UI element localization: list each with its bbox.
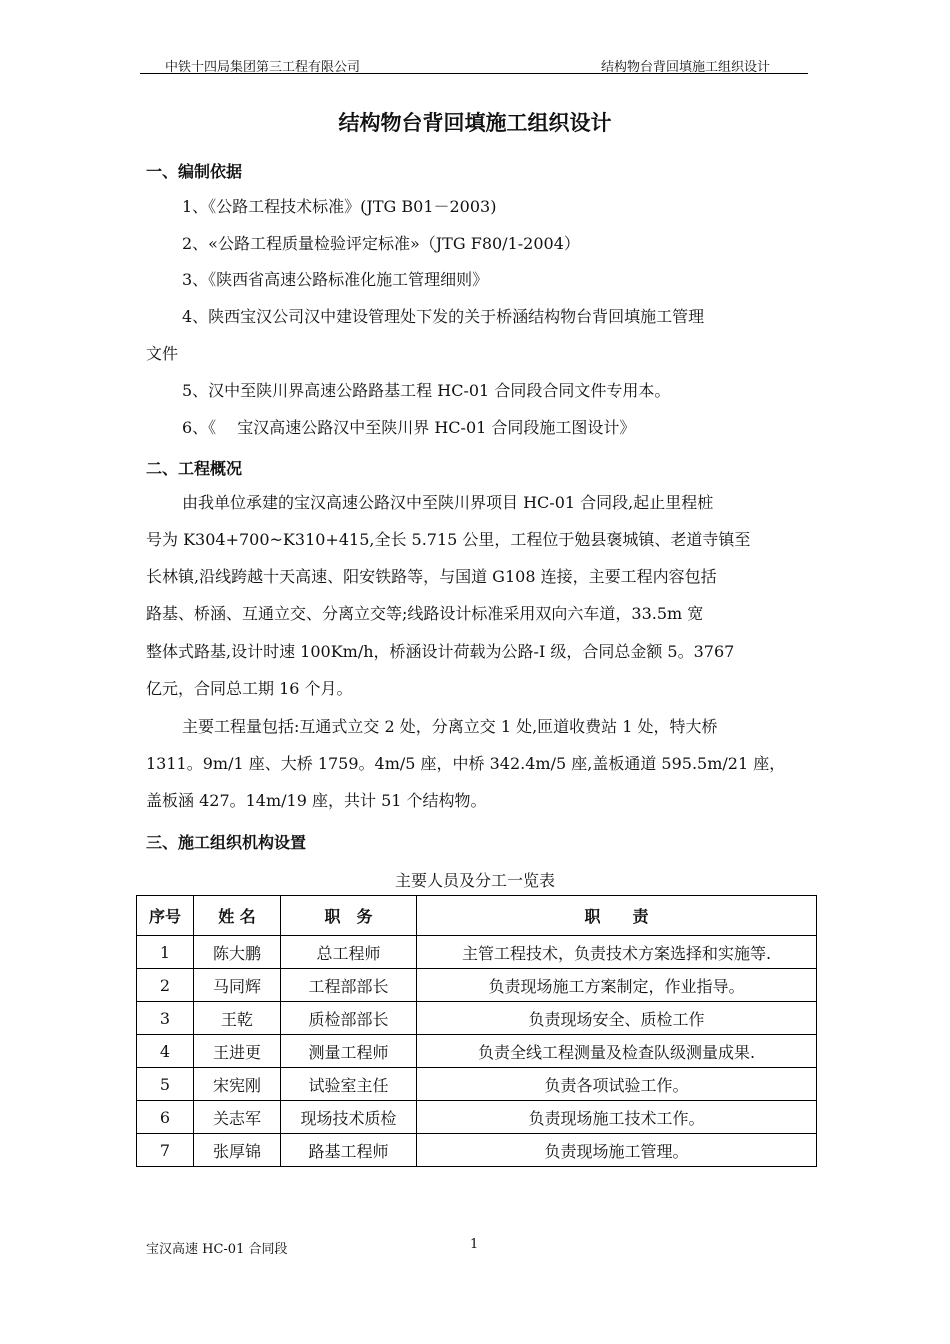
cell-position: 质检部部长 xyxy=(281,1002,417,1035)
cell-position: 工程部部长 xyxy=(281,969,417,1002)
table-row xyxy=(137,1101,817,1134)
quantities-line: 盖板涵 427。14m/19 座，共计 51 个结构物。 xyxy=(146,791,487,810)
quantities-line: 1311。9m/1 座、大桥 1759。4m/5 座，中桥 342.4m/5 座,盖板通道 595.5m/21 座， xyxy=(146,754,786,773)
table-header-row xyxy=(137,896,817,936)
cell-position: 现场技术质检 xyxy=(281,1101,417,1134)
table-caption: 主要人员及分工一览表 xyxy=(394,871,555,890)
cell-index: 2 xyxy=(137,969,194,1002)
section-heading-basis: 一、编制依据 xyxy=(146,162,243,181)
column-header-position: 职 务 xyxy=(281,896,417,936)
basis-item: 2、«公路工程质量检验评定标准»（JTG F80/1-2004） xyxy=(182,234,580,253)
cell-index: 3 xyxy=(137,1002,194,1035)
table-row xyxy=(137,1068,817,1101)
cell-name: 马同辉 xyxy=(194,969,281,1002)
cell-duties: 负责现场施工方案制定，作业指导。 xyxy=(417,969,817,1002)
cell-index: 5 xyxy=(137,1068,194,1101)
header-company: 中铁十四局集团第三工程有限公司 xyxy=(165,60,361,75)
cell-index: 4 xyxy=(137,1035,194,1068)
cell-position: 路基工程师 xyxy=(281,1134,417,1167)
document-title: 结构物台背回填施工组织设计 xyxy=(338,111,612,135)
overview-line: 路基、桥涵、互通立交、分离立交等;线路设计标准采用双向六车道，33.5m 宽 xyxy=(146,604,704,623)
table-row xyxy=(137,1002,817,1035)
page-number: 1 xyxy=(470,1237,479,1252)
column-header-name: 姓 名 xyxy=(194,896,281,936)
table-row xyxy=(137,936,817,969)
header-doc-title: 结构物台背回填施工组织设计 xyxy=(601,60,771,75)
basis-item: 6、《 宝汉高速公路汉中至陕川界 HC-01 合同段施工图设计》 xyxy=(182,418,636,437)
cell-index: 6 xyxy=(137,1101,194,1134)
cell-index: 1 xyxy=(137,936,194,969)
cell-duties: 负责全线工程测量及检查队级测量成果. xyxy=(417,1035,817,1068)
cell-name: 王乾 xyxy=(194,1002,281,1035)
column-header-index: 序号 xyxy=(137,896,194,936)
cell-duties: 负责现场施工管理。 xyxy=(417,1134,817,1167)
staff-table xyxy=(136,895,817,1167)
section-heading-overview: 二、工程概况 xyxy=(146,459,243,478)
quantities-line: 主要工程量包括:互通式立交 2 处，分离立交 1 处,匝道收费站 1 处，特大桥 xyxy=(182,717,718,736)
cell-position: 总工程师 xyxy=(281,936,417,969)
overview-line: 整体式路基,设计时速 100Km/h，桥涵设计荷载为公路-I 级，合同总金额 5。3767 xyxy=(146,642,735,661)
cell-duties: 负责现场安全、质检工作 xyxy=(417,1002,817,1035)
column-header-duties: 职 责 xyxy=(417,896,817,936)
basis-item: 1、《公路工程技术标准》(JTG B01－2003) xyxy=(182,197,497,216)
table-row xyxy=(137,969,817,1002)
table-row xyxy=(137,1134,817,1167)
cell-name: 张厚锦 xyxy=(194,1134,281,1167)
cell-index: 7 xyxy=(137,1134,194,1167)
cell-name: 关志军 xyxy=(194,1101,281,1134)
table-row xyxy=(137,1035,817,1068)
cell-position: 测量工程师 xyxy=(281,1035,417,1068)
cell-duties: 主管工程技术，负责技术方案选择和实施等. xyxy=(417,936,817,969)
overview-line: 号为 K304+700~K310+415,全长 5.715 公里，工程位于勉县褒城镇、老道寺镇至 xyxy=(146,530,751,549)
overview-line: 亿元，合同总工期 16 个月。 xyxy=(146,679,353,698)
basis-item-continued: 文件 xyxy=(146,344,179,363)
cell-name: 王进更 xyxy=(194,1035,281,1068)
header-rule xyxy=(140,73,808,74)
basis-item: 4、陕西宝汉公司汉中建设管理处下发的关于桥涵结构物台背回填施工管理 xyxy=(182,307,705,326)
basis-item: 3、《陕西省高速公路标准化施工管理细则》 xyxy=(182,270,489,289)
overview-line: 由我单位承建的宝汉高速公路汉中至陕川界项目 HC-01 合同段,起止里程桩 xyxy=(182,493,714,512)
overview-line: 长林镇,沿线跨越十天高速、阳安铁路等，与国道 G108 连接，主要工程内容包括 xyxy=(146,567,717,586)
cell-name: 宋宪刚 xyxy=(194,1068,281,1101)
cell-position: 试验室主任 xyxy=(281,1068,417,1101)
cell-duties: 负责各项试验工作。 xyxy=(417,1068,817,1101)
basis-item: 5、汉中至陕川界高速公路路基工程 HC-01 合同段合同文件专用本。 xyxy=(182,381,671,400)
footer-section-label: 宝汉高速 HC-01 合同段 xyxy=(146,1242,288,1257)
cell-duties: 负责现场施工技术工作。 xyxy=(417,1101,817,1134)
cell-name: 陈大鹏 xyxy=(194,936,281,969)
section-heading-organization: 三、施工组织机构设置 xyxy=(146,833,307,852)
